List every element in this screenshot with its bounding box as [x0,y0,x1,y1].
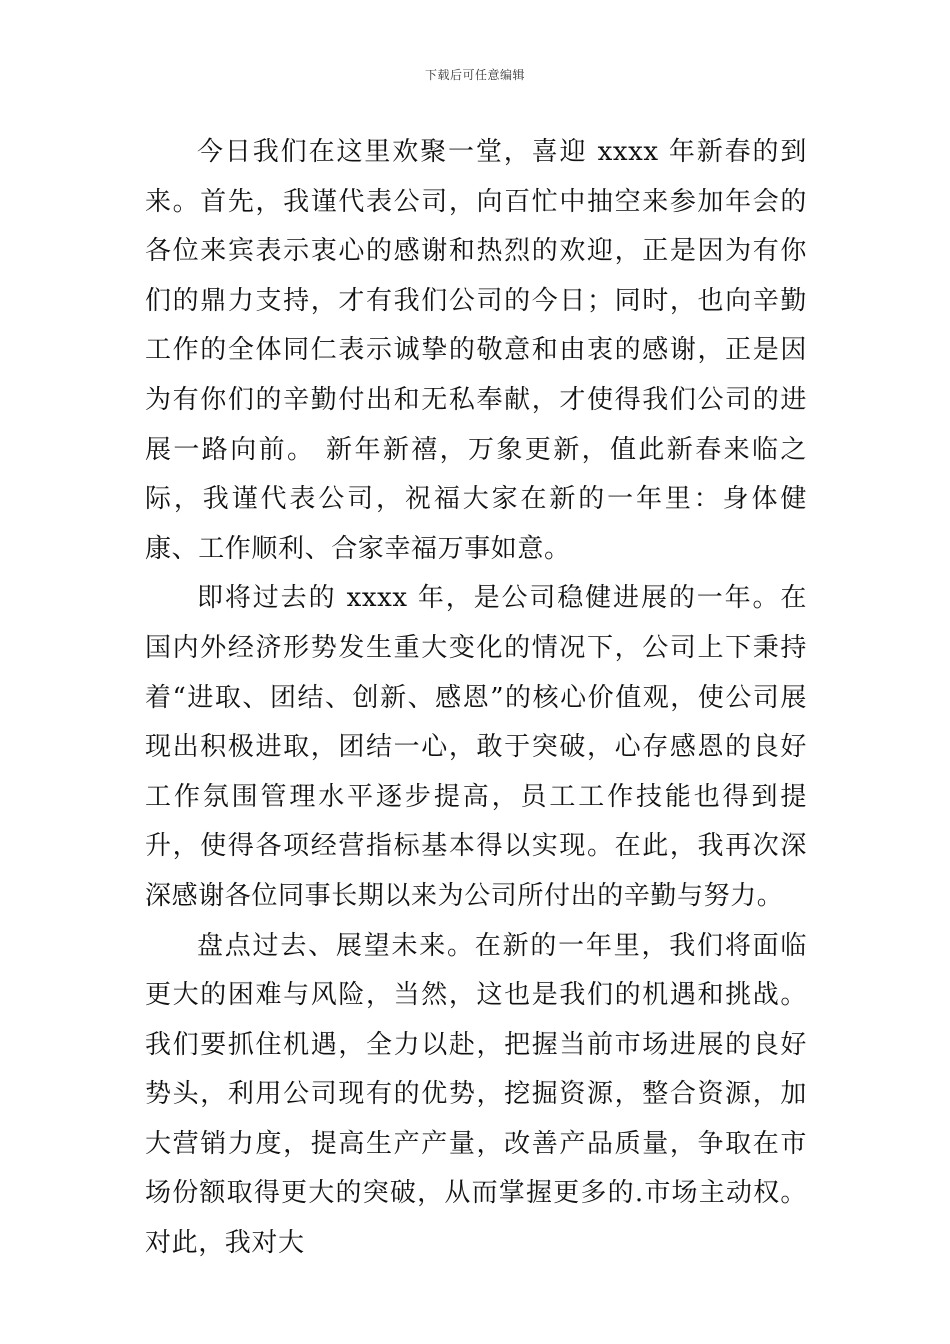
paragraph-year-review: 即将过去的 xxxx 年，是公司稳健进展的一年。在国内外经济形势发生重大变化的情况下，公司上下秉持着“进取、团结、创新、感恩”的核心价值观，使公司展现出积极进取，团结一心，敢于突破，心存感恩的良好工作氛围管理水平逐步提高，员工工作技能也得到提升，使得各项经营指标基本得以实现。在此，我再次深深感谢各位同事长期以来为公司所付出的辛勤与努力。 [145,583,807,911]
header-note: 下载后可任意编辑 [424,68,525,82]
document-body [145,128,807,1269]
paragraph-new-year-greeting: 今日我们在这里欢聚一堂，喜迎 xxxx 年新春的到来。首先，我谨代表公司，向百忙中抽空来参加年会的各位来宾表示衷心的感谢和热烈的欢迎，正是因为有你们的鼎力支持，才有我们公司的今日；同时，也向辛勤工作的全体同仁表示诚挚的敬意和由衷的感谢，正是因为有你们的辛勤付出和无私奉献，才使得我们公司的进展一路向前。 新年新禧，万象更新，值此新春来临之际，我谨代表公司，祝福大家在新的一年里：身体健康、工作顺利、合家幸福万事如意。 [145,137,807,564]
paragraph-outlook: 盘点过去、展望未来。在新的一年里，我们将面临更大的困难与风险，当然，这也是我们的机遇和挑战。我们要抓住机遇，全力以赴，把握当前市场进展的良好势头，利用公司现有的优势，挖掘资源，整合资源，加大营销力度，提高生产产量，改善产品质量，争取在市场份额取得更大的突破，从而掌握更多的.市场主动权。对此，我对大 [145,930,807,1259]
